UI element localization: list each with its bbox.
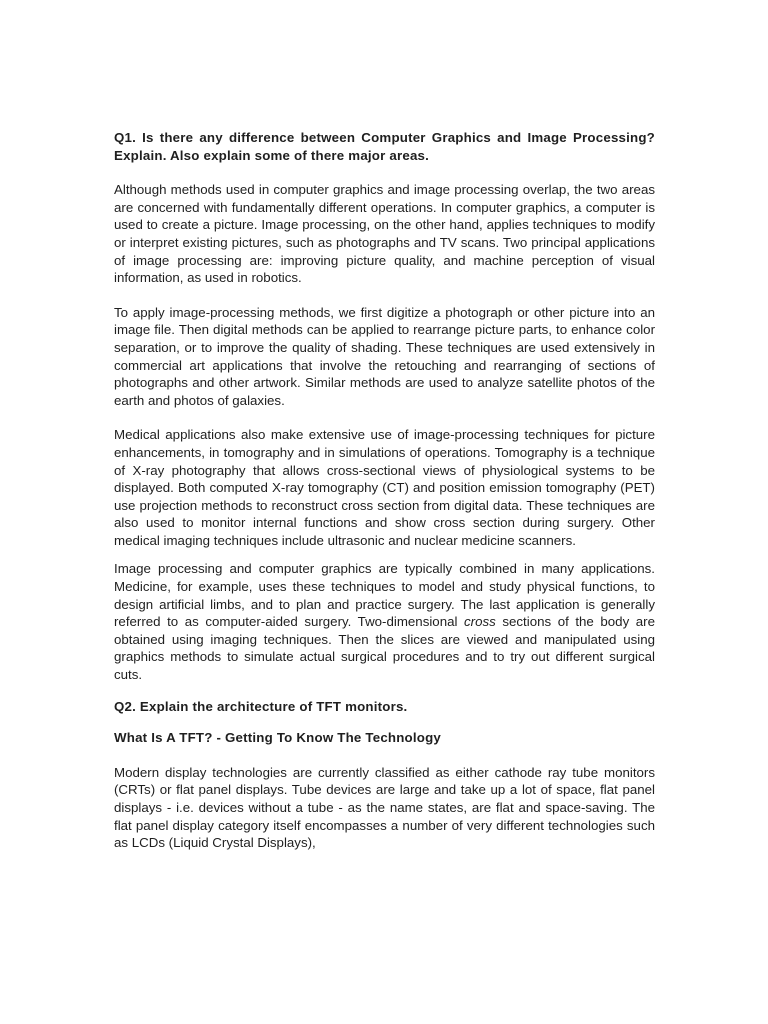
q1-heading: Q1. Is there any difference between Computer Graphics and Image Processing? Explain. Also explain some of there major areas.	[114, 130, 655, 163]
q1-paragraph-4-text-a: Image processing and computer graphics are typically combined in many applications. Medicine, for example, uses these techniques to model and study physical functions, to design artificial limbs, and to plan and practice surgery. The last application is generally referred to as computer-aided surgery. Two-dimensional	[114, 561, 655, 630]
q2-paragraph-1: Modern display technologies are currently classified as either cathode ray tube monitors (CRTs) or flat panel displays. Tube devices are large and take up a lot of space, flat panel displays - i.e. devices without a tube - as the name states, are flat and space-saving. The flat panel display category itself encompasses a number of very different technologies such as LCDs (Liquid Crystal Displays),	[114, 764, 655, 851]
q2-subheading: What Is A TFT? - Getting To Know The Technology	[114, 730, 442, 746]
q1-paragraph-1: Although methods used in computer graphics and image processing overlap, the two areas are concerned with fundamentally different operations. In computer graphics, a computer is used to create a picture. Image processing, on the other hand, applies techniques to modify or interpret existing pictures, such as photographs and TV scans. Two principal applications of image processing are: improving picture quality, and machine perception of visual information, as used in robotics.	[114, 182, 655, 286]
q2-heading: Q2. Explain the architecture of TFT monitors.	[114, 698, 408, 714]
q1-paragraph-3: Medical applications also make extensive use of image-processing techniques for picture enhancements, in tomography and in simulations of operations. Tomography is a technique of X-ray photography that allows cross-sectional views of physiological systems to be displayed. Both computed X-ray tomography (CT) and position emission tomography (PET) use projection methods to reconstruct cross section from digital data. These techniques are also used to monitor internal functions and show cross section during surgery. Other medical imaging techniques include ultrasonic and nuclear medicine scanners.	[114, 427, 655, 548]
q1-paragraph-4-emphasis: cross	[464, 614, 496, 630]
q1-paragraph-4	[114, 560, 655, 683]
document-page	[114, 129, 655, 852]
q1-paragraph-4-text-b: sections of the body are obtained using imaging techniques. Then the slices are viewed and manipulated using graphics methods to simulate actual surgical procedures and to try out different surgical cuts.	[114, 614, 655, 683]
q1-paragraph-2: To apply image-processing methods, we first digitize a photograph or other picture into an image file. Then digital methods can be applied to rearrange picture parts, to enhance color separation, or to improve the quality of shading. These techniques are used extensively in commercial art applications that involve the retouching and rearranging of sections of photographs and other artwork. Similar methods are used to analyze satellite photos of the earth and photos of galaxies.	[114, 304, 655, 408]
